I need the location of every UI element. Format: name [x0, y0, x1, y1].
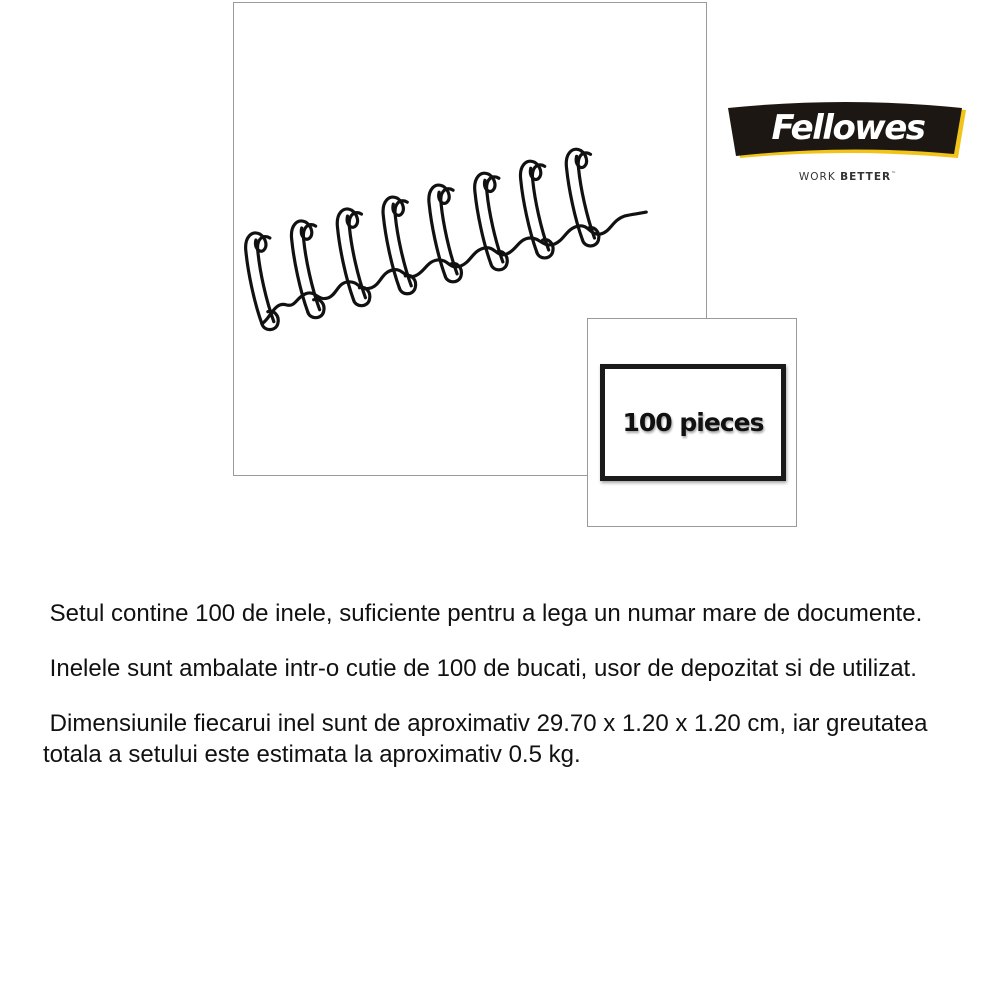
description-paragraph-quantity: Setul contine 100 de inele, suficiente pentru a lega un numar mare de documente.: [43, 600, 923, 627]
product-description: [43, 598, 963, 794]
logo-wordmark: Fellowes: [771, 108, 925, 148]
quantity-label-frame: [600, 364, 786, 481]
quantity-label: 100 pieces: [622, 408, 764, 437]
logo-tagline: WORK BETTER™: [798, 171, 898, 183]
description-paragraph-packaging: Inelele sunt ambalate intr-o cutie de 100 de bucati, usor de depozitat si de utilizat.: [43, 655, 917, 682]
fellowes-logo: [726, 100, 970, 190]
product-image-quantity: [587, 318, 797, 527]
description-paragraph-dimensions: Dimensiunile fiecarui inel sunt de aproximativ 29.70 x 1.20 x 1.20 cm, iar greutatea totala a setului este estimata la aproximativ 0.5 kg.: [43, 710, 935, 768]
